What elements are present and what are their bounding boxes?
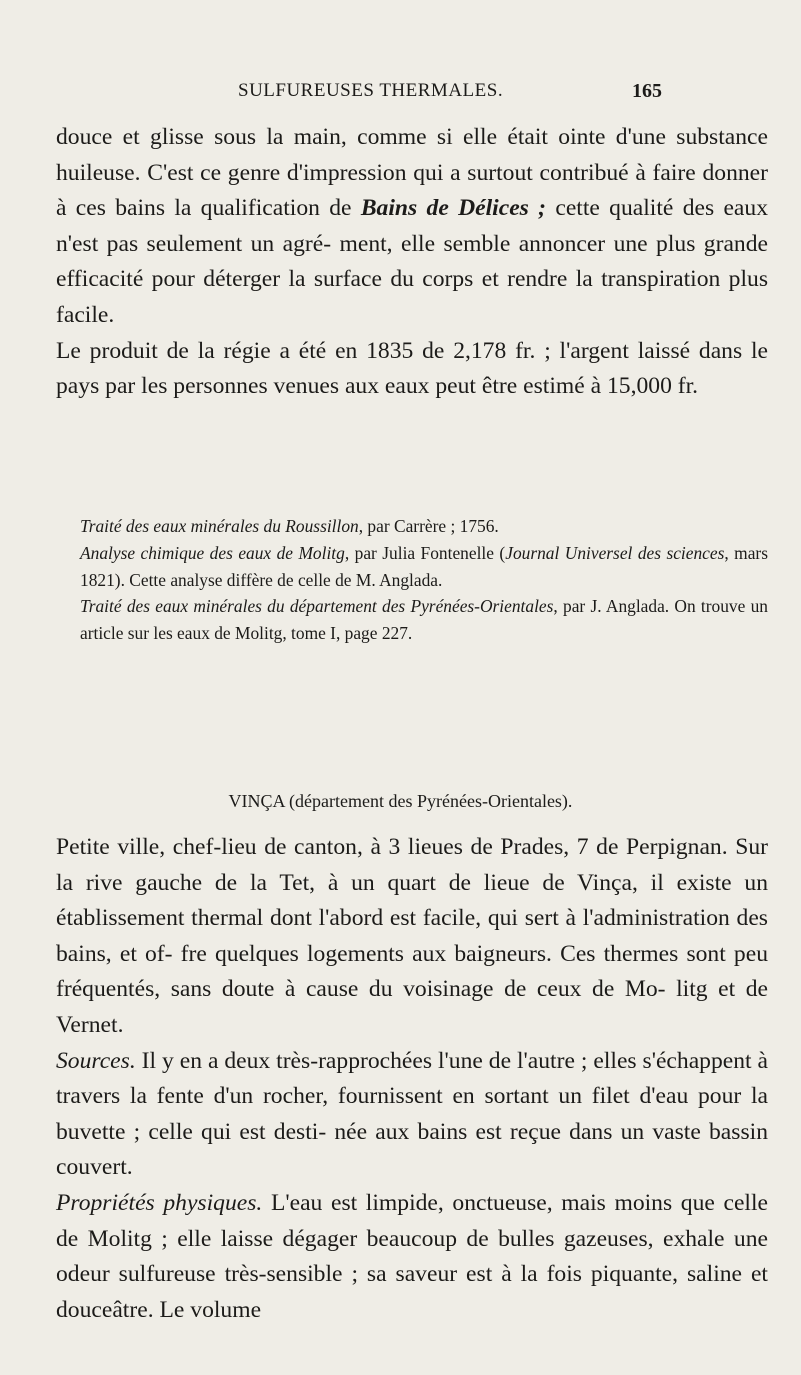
text-line: déterger la surface du corps et rendre la transpiration plus [203, 266, 769, 293]
reference-text: , mars 1821). Cette analyse diffère de celle de M. Anglada. [80, 542, 768, 590]
section-heading-vinca: VINÇA (département des Pyrénées-Orientales). [228, 791, 573, 811]
reference-title: Traité des eaux minérales du Roussillon [80, 516, 359, 536]
paragraph-bains-de-delices [56, 120, 768, 334]
paragraph-vinca-intro: Petite ville, chef-lieu de canton, à 3 lieues de Prades, 7 de Perpignan. Sur la rive gauche de la Tet, à un quart de lieue de Vinça, il existe un établissement thermal dont l'abord est facile, qui sert à l'administration des bains, et of- fre quelques logements aux baigneurs. Ces thermes sont peu fréquentés, sans doute à cause du voisinage de ceux de Mo- litg et de Vernet. [56, 834, 768, 1038]
text-line: ment, elle semble annoncer une plus grande efficacité pour [56, 230, 768, 293]
reference-text: , par Carrère ; 1756. [358, 516, 499, 536]
text-line: laissé dans le pays par les personnes venues aux eaux peut [56, 337, 768, 400]
page-header [0, 80, 801, 110]
reference-item [56, 513, 768, 540]
paragraph-produit-regie [56, 334, 768, 405]
text-line: substance huileuse. C'est ce genre d'impression qui a surtout [56, 124, 768, 186]
journal-title: Journal Universel des sciences [505, 542, 725, 563]
properties-label: Propriétés physiques. [56, 1189, 263, 1216]
paragraph-proprietes [56, 1186, 768, 1328]
running-title: SULFUREUSES THERMALES. [238, 80, 504, 101]
reference-title: Analyse chimique des eaux de Molitg [80, 542, 345, 563]
reference-title: Traité des eaux minérales du département des Pyrénées-Orientales [80, 596, 554, 617]
bibliography-references [56, 513, 768, 647]
reference-item [56, 540, 768, 594]
reference-text: , par J. Anglada. On trouve un article sur les eaux de Molitg, tome I, page 227. [80, 596, 768, 644]
reference-text: , par Julia Fontenelle ( [344, 542, 506, 563]
text-line: facile. [56, 301, 115, 328]
reference-item [56, 593, 768, 647]
italic-term: de Délices ; [426, 195, 547, 222]
text-line: cette qualité des eaux n'est pas seulement un agré- [56, 195, 768, 257]
text-line: Le produit de la régie a été en 1835 de 2,178 fr. ; l'argent [56, 337, 629, 364]
text-line: être estimé à 15,000 fr. [481, 373, 699, 400]
section-body-vinca [56, 830, 768, 1328]
text-line: contribué à faire donner à ces bains la qualification de [56, 159, 768, 222]
sources-text: Il y en a deux très-rapprochées l'une de l'autre ; elles s'échappent à travers la fente d'un rocher, fournissent en sortant un filet d'eau pour la buvette ; celle qui est desti- née aux bains est reçue dans un vaste bassin couvert. [56, 1047, 768, 1181]
text-line: douce et glisse sous la main, comme si elle était ointe d'une [56, 124, 666, 150]
sources-label: Sources. [56, 1047, 136, 1074]
paragraph-sources [56, 1044, 768, 1186]
body-text-top [56, 120, 768, 405]
italic-term: Bains [360, 195, 418, 222]
properties-text: L'eau est limpide, onctueuse, mais moins que celle de Molitg ; elle laisse dégager beaucoup de bulles gazeuses, exhale une odeur sulfureuse très-sensible ; sa saveur est à la fois piquante, saline et douceâtre. Le volume [56, 1189, 769, 1323]
page-number: 165 [632, 80, 662, 102]
